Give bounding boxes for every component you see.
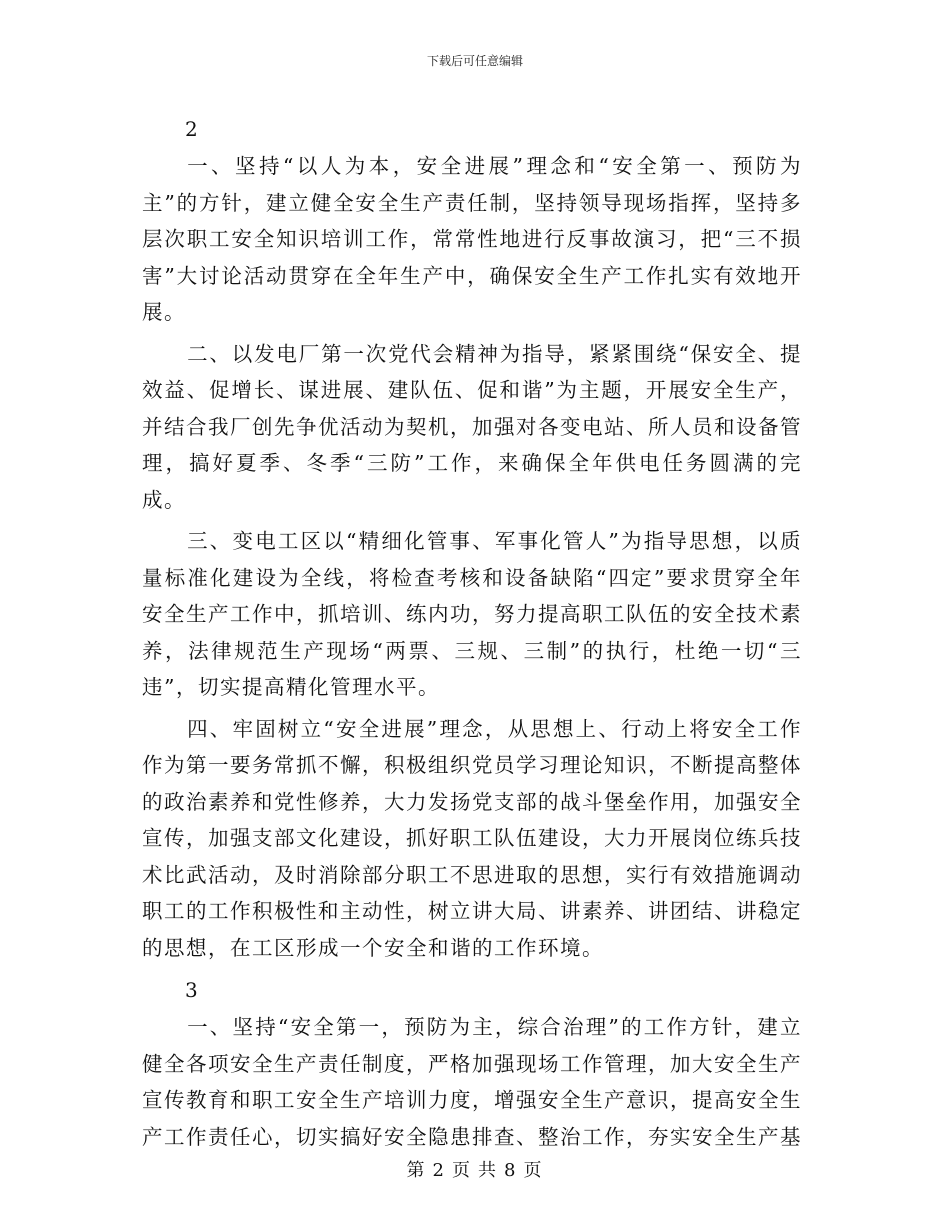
section-number: 2 — [185, 117, 198, 141]
section-number: 3 — [185, 978, 198, 1002]
footer-total-word: 共 — [478, 1160, 498, 1181]
footer-suffix: 页 — [523, 1160, 544, 1181]
paragraph: 二、以发电厂第一次党代会精神为指导，紧紧围绕“保安全、提效益、促增长、谋进展、建队伍、促和谐”为主题，开展安全生产，并结合我厂创先争优活动为契机，加强对各变电站、所人员和设备管理，搞好夏季、冬季“三防”工作，来确保全年供电任务圆满的完成。 — [142, 341, 802, 512]
page-header: 下载后可任意编辑 — [426, 54, 523, 68]
footer-page-word: 页 — [452, 1160, 472, 1181]
paragraph: 三、变电工区以“精细化管事、军事化管人”为指导思想，以质量标准化建设为全线，将检查考核和设备缺陷“四定”要求贯穿全年安全生产工作中，抓培训、练内功，努力提高职工队伍的安全技术素养，法律规范生产现场“两票、三规、三制”的执行，杜绝一切“三违”，切实提高精化管理水平。 — [142, 529, 802, 699]
page-footer — [0, 1156, 950, 1182]
document-body — [142, 110, 802, 1160]
footer-total-pages: 8 — [504, 1160, 518, 1181]
footer-prefix: 第 — [406, 1160, 427, 1181]
paragraph: 一、坚持“以人为本，安全进展”理念和“安全第一、预防为主”的方针，建立健全安全生产责任制，坚持领导现场指挥，坚持多层次职工安全知识培训工作，常常性地进行反事故演习，把“三不损害”大讨论活动贯穿在全年生产中，确保安全生产工作扎实有效地开展。 — [142, 154, 802, 324]
footer-current-page: 2 — [432, 1160, 446, 1181]
paragraph: 一、坚持“安全第一，预防为主，综合治理”的工作方针，建立健全各项安全生产责任制度，严格加强现场工作管理，加大安全生产宣传教育和职工安全生产培训力度，增强安全生产意识，提高安全生产工作责任心，切实搞好安全隐患排查、整治工作，夯实安全生产基 — [142, 1015, 802, 1149]
paragraph: 四、牢固树立“安全进展”理念，从思想上、行动上将安全工作作为第一要务常抓不懈，积极组织党员学习理论知识，不断提高整体的政治素养和党性修养，大力发扬党支部的战斗堡垒作用，加强安全宣传，加强支部文化建设，抓好职工队伍建设，大力开展岗位练兵技术比武活动，及时消除部分职工不思进取的思想，实行有效措施调动职工的工作积极性和主动性，树立讲大局、讲素养、讲团结、讲稳定的思想，在工区形成一个安全和谐的工作环境。 — [142, 716, 802, 960]
